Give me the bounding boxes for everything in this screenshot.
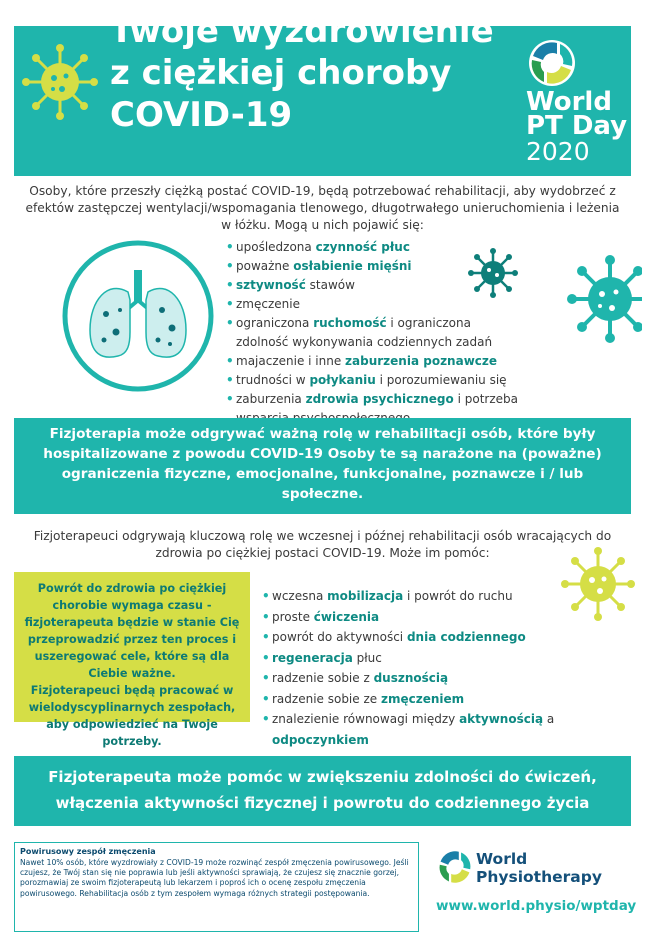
- world-physiotherapy-wordmark: [476, 850, 602, 886]
- world-pt-day-logo-icon: [527, 38, 577, 88]
- helps-list: [262, 586, 632, 750]
- world-pt-day-wordmark: [526, 87, 628, 166]
- org-line-2: Physiotherapy: [476, 868, 602, 886]
- post-viral-fatigue-title: Powirusowy zespół zmęczenia: [20, 847, 156, 856]
- lungs-illustration: [58, 240, 218, 392]
- title-line-1: Twoje wyzdrowienie: [110, 11, 494, 51]
- exercise-capacity-line-2: włączenia aktywności fizycznej i powrotu do codziennego życia: [55, 794, 590, 812]
- list-item: • regeneracja płuc: [262, 648, 632, 669]
- recovery-time-paragraph-2: Fizjoterapeuci będą pracować w wielodyscyplinarnych zespołach, aby odpowiedzieć na Twoje potrzeby.: [28, 684, 236, 748]
- title-line-3: COVID-19: [110, 95, 293, 135]
- list-item: • proste ćwiczenia: [262, 607, 632, 628]
- org-line-1: World: [476, 850, 528, 868]
- list-item: • radzenie sobie z dusznością: [262, 668, 632, 689]
- list-item: • wczesna mobilizacja i powrót do ruchu: [262, 586, 632, 607]
- post-viral-fatigue-body: Nawet 10% osób, które wyzdrowiały z COVID-19 może rozwinąć zespół zmęczenia powirusowego. Jeśli czujesz, że Twój stan się nie poprawia lub jeśli aktywności sprawiają, że czujesz się znacznie gorzej, porozmawiaj ze swoim fizjoterapeutą lub lekarzem i poproś ich o ocenę zespołu zmęczenia powirusowego. Rehabilitacja osób z tym zespołem wymaga różnych strategii postępowania.: [20, 858, 409, 898]
- list-item: • znalezienie równowagi między aktywnością a odpoczynkiem: [262, 709, 632, 750]
- brand-year: 2020: [526, 137, 590, 166]
- brand-line-2: PT Day: [526, 111, 628, 141]
- page-title: [110, 10, 510, 136]
- website-link[interactable]: www.world.physio/wptday: [436, 898, 637, 914]
- world-physiotherapy-logo-icon: [436, 848, 474, 886]
- recovery-time-text: [24, 580, 240, 750]
- intro-text: Osoby, które przeszły ciężką postać COVID-19, będą potrzebować rehabilitacji, aby wydobrzeć z efektów zastępczej wentylacji/wspomagania tlenowego, długotrwałego unieruchomienia i leżenia w łóżku. Mogą u nich pojawić się:: [25, 184, 620, 232]
- list-item: • radzenie sobie ze zmęczeniem: [262, 689, 632, 710]
- list-item: • powrót do aktywności dnia codziennego: [262, 627, 632, 648]
- brand-line-1: World: [526, 87, 612, 117]
- role-intro-text: Fizjoterapeuci odgrywają kluczową rolę we wczesnej i późnej rehabilitacji osób wracających do zdrowia po ciężkiej postaci COVID-19. Może im pomóc:: [33, 529, 612, 560]
- list-item: • trudności w połykaniu i porozumiewaniu się: [226, 371, 526, 390]
- physiotherapy-role-text: Fizjoterapia może odgrywać ważną rolę w rehabilitacji osób, które były hospitalizowane z powodu COVID-19 Osoby te są narażone na (poważne) ograniczenia fizyczne, emocjonalne, funkcjonalne, poznawcze i / lub społeczne.: [43, 426, 602, 502]
- list-item: • majaczenie i inne zaburzenia poznawcze: [226, 352, 526, 371]
- title-line-2: z ciężkiej choroby: [110, 53, 452, 93]
- list-item: • poważne osłabienie mięśni: [226, 257, 526, 276]
- exercise-capacity-text: [22, 764, 623, 816]
- virus-icon-teal-small: [468, 248, 518, 298]
- list-item: • sztywność stawów: [226, 276, 526, 295]
- recovery-time-paragraph-1: Powrót do zdrowia po ciężkiej chorobie wymaga czasu - fizjoterapeuta będzie w stanie Cię przeprowadzić przez ten proces i uszeregować cele, które są dla Ciebie ważne.: [24, 582, 240, 680]
- virus-icon-lime-left: [20, 42, 100, 122]
- list-item: • zmęczenie: [226, 295, 526, 314]
- list-item: • zaburzenia zdrowia psychicznego i potrzeba: [226, 390, 526, 428]
- list-item: • ograniczona ruchomość i ograniczona zdolność wykonywania codziennych zadań: [226, 314, 526, 352]
- virus-icon-teal-large: [562, 254, 642, 344]
- exercise-capacity-line-1: Fizjoterapeuta może pomóc w zwiększeniu zdolności do ćwiczeń,: [48, 768, 597, 786]
- list-item: • upośledzona czynność płuc: [226, 238, 526, 257]
